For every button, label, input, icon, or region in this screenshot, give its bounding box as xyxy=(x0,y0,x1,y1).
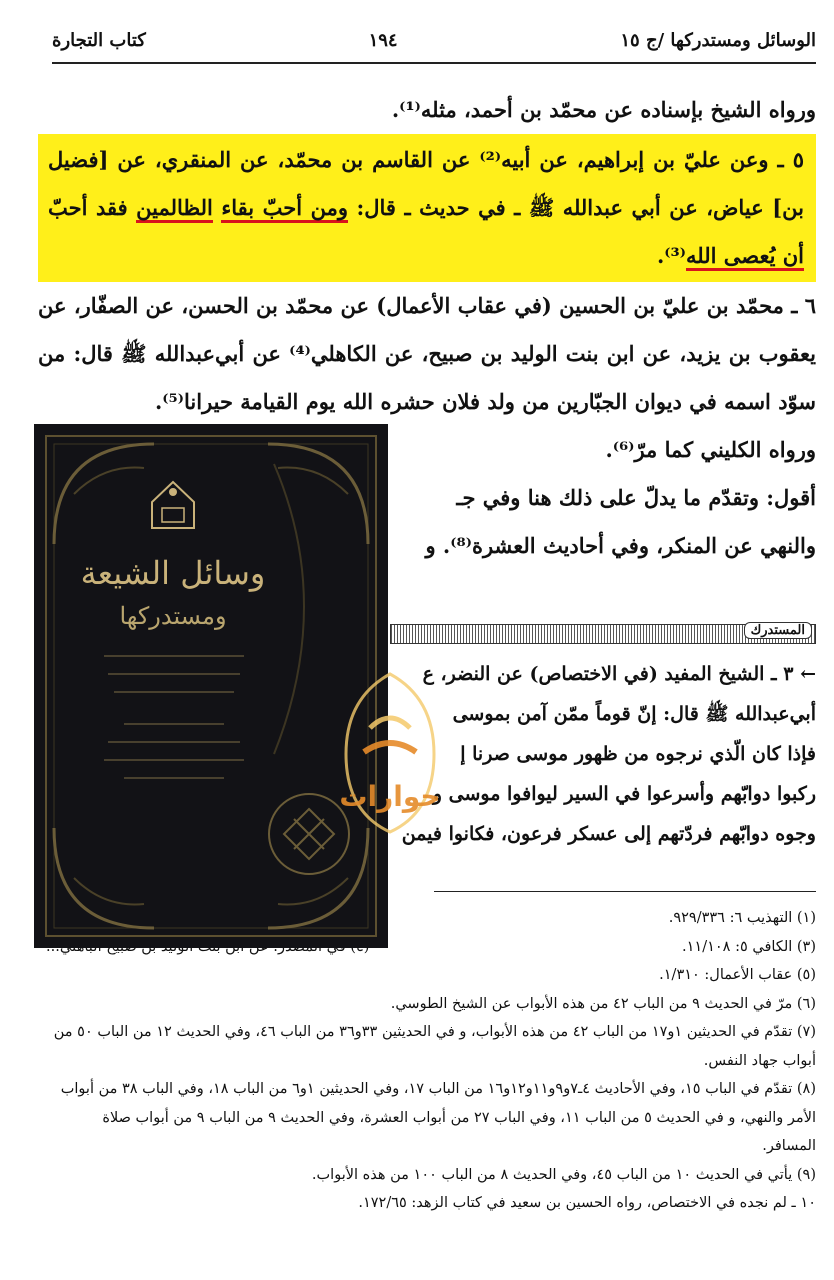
hadith-5-highlighted xyxy=(38,134,816,282)
watermark-text: حوارات xyxy=(339,780,441,813)
paragraph-nahy: والنهي عن المنكر، وفي أحاديث العشرة⁽⁸⁾. و xyxy=(425,533,816,558)
hadith-5-footnote-ref: ⁽³⁾. xyxy=(656,243,686,268)
footnotes xyxy=(46,904,816,1218)
underlined-phrase-3: أن يُعصى الله xyxy=(686,243,804,271)
underlined-phrase-1: ومن أحبّ بقاء xyxy=(221,195,348,223)
footnote-8: (٨) تقدّم في الباب ١٥، وفي الأحاديث ٤ـ٧و٩و١١و١٢و١٦ من الباب ١٧، وفي الحديثين ١و٦ من الباب ١٨، وفي الباب ٣٨ من أبواب الأمر والنهي، و في الحديث ٥ من الباب ١١، وفي الباب ٢٧ من أبواب العشرة، وفي الحديث ٩ من الباب ٩ من أبواب صلاة المسافر. xyxy=(60,1081,816,1154)
paragraph-kulayni: ورواه الكليني كما مرّ⁽⁶⁾. xyxy=(605,437,816,462)
footnote-10: ١٠ ـ لم نجده في الاختصاص، رواه الحسين بن سعيد في كتاب الزهد: ١٧٢/٦٥. xyxy=(358,1195,816,1211)
page-number: ١٩٤ xyxy=(368,29,398,51)
footnote-6: (٦) مرّ في الحديث ٩ من الباب ٤٢ من هذه الأبواب عن الشيخ الطوسي. xyxy=(390,995,816,1012)
footnote-1: (١) التهذيب ٦: ٩٢٩/٣٣٦. xyxy=(668,910,816,926)
header-chapter: كتاب التجارة xyxy=(52,29,146,51)
paragraph-aqulu: أقول: وتقدّم ما يدلّ على ذلك هنا وفي جـ xyxy=(456,485,816,510)
footnote-rule xyxy=(434,891,816,892)
hadith-5-text: ٥ ـ وعن عليّ بن إبراهيم، عن أبيه⁽²⁾ عن القاسم بن محمّد، عن المنقري، عن [فضيل بن] عياض، عن أبي عبدالله ﷺ ـ في حديث ـ قال: xyxy=(48,147,804,220)
mustadrak-line: ← ٣ ـ الشيخ المفيد (في الاختصاص) عن النضر، ع xyxy=(422,663,816,685)
cover-title: وسائل الشيعة xyxy=(80,554,266,592)
page-header xyxy=(52,22,816,58)
cover-subtitle: ومستدركها xyxy=(119,602,227,630)
footnote-9: (٩) يأتي في الحديث ١٠ من الباب ٤٥، وفي الحديث ٨ من الباب ١٠٠ من هذه الأبواب. xyxy=(311,1166,816,1183)
header-book-volume: الوسائل ومستدركها /ج ١٥ xyxy=(620,29,816,51)
mustadrak-label: المستدرك xyxy=(744,622,812,639)
mustadrak-section xyxy=(392,654,816,854)
hadith-5-text-2: فقد أحبّ xyxy=(48,195,137,220)
footnote-7: (٧) تقدّم في الحديثين ١و١٧ من الباب ٤٢ من هذه الأبواب، و في الحديثين ٣٣و٣٦ من الباب ٤٦، وفي الحديث ١٢ من الباب ٥٠ من أبواب جهاد النفس. xyxy=(53,1024,816,1069)
hadith-6: ٦ ـ محمّد بن عليّ بن الحسين (في عقاب الأعمال) عن محمّد بن الحسن، عن الصفّار، عن يعقوب بن يزيد، عن ابن بنت الوليد بن صبيح، عن الكاهلي⁽⁴⁾ عن أبي‌عبدالله ﷺ قال: من سوّد اسمه في ديوان الجبّارين من ولد فلان حشره الله يوم القيامة حيرانا⁽⁵⁾. xyxy=(38,293,816,414)
header-rule xyxy=(52,62,816,64)
footnote-3: (٣) الكافي ٥: ١١/١٠٨. xyxy=(682,938,816,955)
mustadrak-line: أبي‌عبدالله ﷺ قال: إنّ قوماً ممّن آمن بموسى xyxy=(452,703,816,725)
mustadrak-line: ركبوا دوابّهم وأسرعوا في السير ليوافوا موسى و xyxy=(432,783,816,805)
underlined-phrase-2: الظالمين xyxy=(136,195,213,223)
mustadrak-line: وجوه دوابّهم فردّتهم إلى عسكر فرعون، فكانوا فيمن xyxy=(401,823,816,845)
paragraph-riwaya: ورواه الشيخ بإسناده عن محمّد بن أحمد، مثله⁽¹⁾. xyxy=(391,97,816,122)
footnote-5: (٥) عقاب الأعمال: ١/٣١٠. xyxy=(659,967,816,983)
mustadrak-line: فإذا كان الّذي نرجوه من ظهور موسى صرنا إ xyxy=(460,743,816,765)
watermark-logo xyxy=(330,668,450,838)
